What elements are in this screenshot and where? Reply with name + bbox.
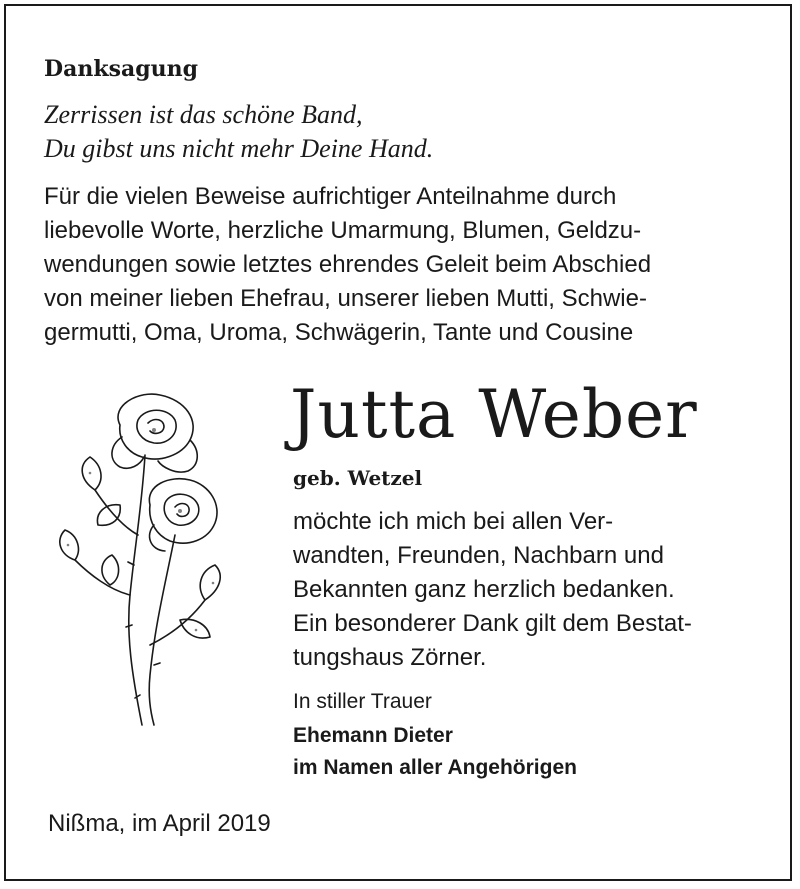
intro-line-5: germutti, Oma, Uroma, Schwägerin, Tante und Cousine <box>44 319 634 346</box>
signer-name: Ehemann Dieter <box>293 724 453 747</box>
rose-illustration <box>50 385 240 735</box>
verse-line-2: Du gibst uns nicht mehr Deine Hand. <box>44 134 434 163</box>
mourning-line: In stiller Trauer <box>293 690 432 713</box>
thanks-line-4: Ein besonderer Dank gilt dem Bestat- <box>293 610 692 637</box>
thanks-line-1: möchte ich mich bei allen Ver- <box>293 508 614 535</box>
deceased-name: Jutta Weber <box>290 376 698 453</box>
intro-line-2: liebevolle Worte, herzliche Umarmung, Blumen, Geldzu- <box>44 217 642 244</box>
thanks-line-3: Bekannten ganz herzlich bedanken. <box>293 576 675 603</box>
verse-line-1: Zerrissen ist das schöne Band, <box>44 100 363 129</box>
intro-line-3: wendungen sowie letztes ehrendes Geleit beim Abschied <box>44 251 652 278</box>
notice-heading: Danksagung <box>44 56 198 82</box>
intro-line-1: Für die vielen Beweise aufrichtiger Anteilnahme durch <box>44 183 617 210</box>
birth-name: geb. Wetzel <box>293 466 423 490</box>
place-date: Nißma, im April 2019 <box>48 810 271 837</box>
thanks-line-5: tungshaus Zörner. <box>293 644 487 671</box>
thanks-line-2: wandten, Freunden, Nachbarn und <box>293 542 664 569</box>
signer-family: im Namen aller Angehörigen <box>293 756 577 779</box>
intro-line-4: von meiner lieben Ehefrau, unserer lieben Mutti, Schwie- <box>44 285 647 312</box>
